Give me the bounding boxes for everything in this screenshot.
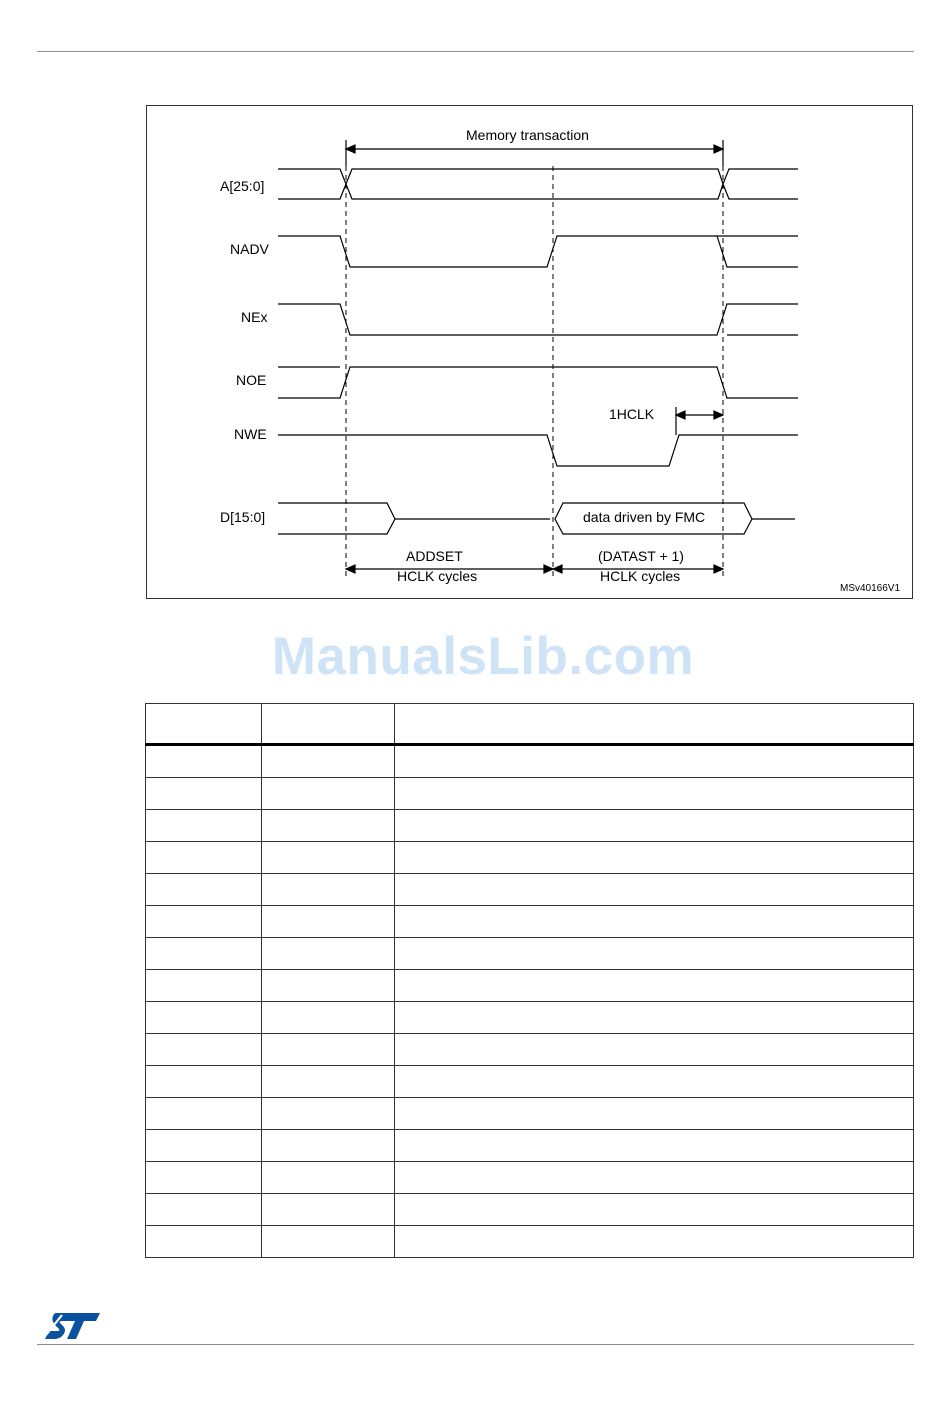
watermark: ManualsLib.com: [271, 627, 695, 686]
table-cell: [262, 874, 395, 906]
st-logo-icon: [44, 1311, 102, 1341]
register-table: [145, 703, 914, 1258]
table-cell: [262, 1130, 395, 1162]
signal-label-nex: NEx: [241, 309, 268, 325]
table-row: [146, 1194, 914, 1226]
table-row: [146, 810, 914, 842]
table-cell: [146, 1194, 262, 1226]
table-cell: [146, 1162, 262, 1194]
table-row: [146, 1066, 914, 1098]
table-row: [146, 906, 914, 938]
table-row: [146, 1162, 914, 1194]
signal-label-nadv: NADV: [230, 241, 269, 257]
table-row: [146, 842, 914, 874]
header-rule: [37, 51, 914, 52]
arrow-head-right: [714, 145, 723, 153]
signal-label-noe: NOE: [236, 372, 267, 388]
table-header-cell: [146, 704, 262, 745]
table-cell: [395, 1130, 914, 1162]
table-cell: [262, 938, 395, 970]
signal-nadv-waveform: [278, 236, 798, 267]
addset-cycles-label: HCLK cycles: [397, 568, 478, 584]
table-cell: [146, 842, 262, 874]
table-cell: [146, 1066, 262, 1098]
table-cell: [395, 1002, 914, 1034]
table-cell: [146, 1098, 262, 1130]
table-cell: [262, 906, 395, 938]
table-cell: [395, 1066, 914, 1098]
table-cell: [395, 1162, 914, 1194]
table-header-cell: [395, 704, 914, 745]
table-cell: [146, 1002, 262, 1034]
table-cell: [262, 745, 395, 778]
footer-rule: [37, 1344, 914, 1345]
table-cell: [146, 745, 262, 778]
signal-d-waveform: [278, 503, 795, 534]
datast-cycles-label: HCLK cycles: [600, 568, 681, 584]
table-cell: [262, 1098, 395, 1130]
table-row: [146, 1226, 914, 1258]
table-cell: [262, 1034, 395, 1066]
table-cell: [395, 970, 914, 1002]
signal-a-waveform: [278, 169, 798, 199]
datast-label: (DATAST + 1): [598, 548, 684, 564]
table-row: [146, 745, 914, 778]
table-cell: [262, 1002, 395, 1034]
memory-transaction-label: Memory transaction: [466, 127, 589, 143]
timing-diagram: [146, 105, 913, 599]
table-cell: [146, 874, 262, 906]
table-cell: [395, 810, 914, 842]
signal-label-d: D[15:0]: [220, 509, 266, 525]
table-cell: [395, 938, 914, 970]
one-hclk-marker: [676, 407, 723, 435]
signal-noe-waveform: [278, 367, 798, 398]
table-cell: [146, 1226, 262, 1258]
table-cell: [395, 842, 914, 874]
table-cell: [395, 906, 914, 938]
signal-nex-waveform: [278, 304, 798, 335]
table-cell: [146, 938, 262, 970]
table-cell: [395, 778, 914, 810]
table-cell: [395, 745, 914, 778]
table-row: [146, 970, 914, 1002]
table-cell: [262, 842, 395, 874]
table-row: [146, 778, 914, 810]
table-cell: [146, 810, 262, 842]
table-cell: [262, 1066, 395, 1098]
signal-label-nwe: NWE: [234, 426, 267, 442]
signal-nwe-waveform: [278, 435, 798, 466]
table-row: [146, 1034, 914, 1066]
table-cell: [262, 778, 395, 810]
table-row: [146, 1098, 914, 1130]
table-cell: [146, 1130, 262, 1162]
table-row: [146, 1130, 914, 1162]
table-header-row: [146, 704, 914, 745]
table-cell: [146, 906, 262, 938]
table-cell: [262, 1162, 395, 1194]
data-driven-label: data driven by FMC: [583, 509, 706, 525]
table-cell: [395, 874, 914, 906]
table-cell: [262, 970, 395, 1002]
table-cell: [395, 1098, 914, 1130]
table-cell: [146, 1034, 262, 1066]
table-row: [146, 938, 914, 970]
table-cell: [146, 970, 262, 1002]
table-cell: [146, 778, 262, 810]
table-cell: [395, 1034, 914, 1066]
table-cell: [262, 1226, 395, 1258]
arrow-head-left: [346, 145, 355, 153]
table-cell: [262, 1194, 395, 1226]
table-cell: [395, 1194, 914, 1226]
table-cell: [395, 1226, 914, 1258]
addset-label: ADDSET: [406, 548, 463, 564]
table-header-cell: [262, 704, 395, 745]
table-row: [146, 874, 914, 906]
signal-label-a: A[25:0]: [220, 178, 265, 194]
figure-ref-code: MSv40166V1: [840, 583, 901, 594]
table-row: [146, 1002, 914, 1034]
one-hclk-label: 1HCLK: [609, 406, 655, 422]
table-cell: [262, 810, 395, 842]
